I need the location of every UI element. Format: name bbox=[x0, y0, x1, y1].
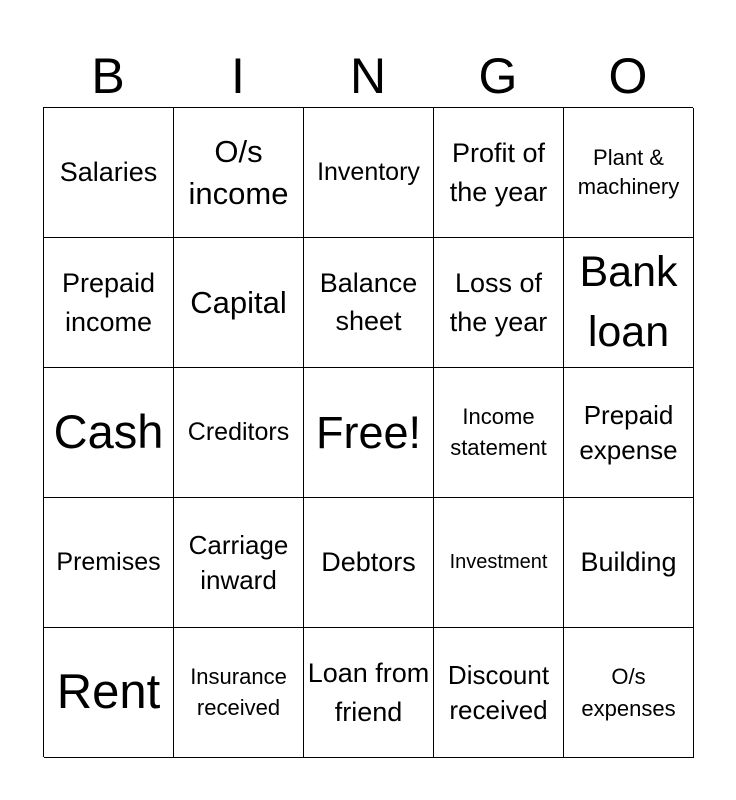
bingo-cell: Balance sheet bbox=[304, 238, 434, 368]
bingo-cell: Premises bbox=[44, 498, 174, 628]
bingo-cell: Bank loan bbox=[564, 238, 694, 368]
bingo-cell: O/s expenses bbox=[564, 628, 694, 758]
bingo-cell: Carriage inward bbox=[174, 498, 304, 628]
bingo-cell: Plant & machinery bbox=[564, 108, 694, 238]
bingo-board bbox=[43, 107, 693, 757]
bingo-cell: Debtors bbox=[304, 498, 434, 628]
bingo-cell: Profit of the year bbox=[434, 108, 564, 238]
bingo-cell: Salaries bbox=[44, 108, 174, 238]
bingo-cell: O/s income bbox=[174, 108, 304, 238]
bingo-cell: Discount received bbox=[434, 628, 564, 758]
bingo-cell: Loss of the year bbox=[434, 238, 564, 368]
bingo-cell: Creditors bbox=[174, 368, 304, 498]
bingo-cell: Income statement bbox=[434, 368, 564, 498]
bingo-cell: Investment bbox=[434, 498, 564, 628]
header-letter-b: B bbox=[91, 48, 125, 104]
header-letter-o: O bbox=[608, 48, 648, 104]
bingo-cell: Capital bbox=[174, 238, 304, 368]
bingo-cell: Building bbox=[564, 498, 694, 628]
bingo-cell: Prepaid expense bbox=[564, 368, 694, 498]
bingo-cell: Loan from friend bbox=[304, 628, 434, 758]
bingo-header bbox=[43, 46, 693, 106]
header-letter-n: N bbox=[349, 48, 387, 104]
bingo-cell: Prepaid income bbox=[44, 238, 174, 368]
bingo-cell: Cash bbox=[44, 368, 174, 498]
header-letter-i: I bbox=[231, 48, 245, 104]
header-letter-g: G bbox=[478, 48, 518, 104]
bingo-cell: Inventory bbox=[304, 108, 434, 238]
bingo-cell: Insurance received bbox=[174, 628, 304, 758]
bingo-cell: Rent bbox=[44, 628, 174, 758]
bingo-cell: Free! bbox=[304, 368, 434, 498]
